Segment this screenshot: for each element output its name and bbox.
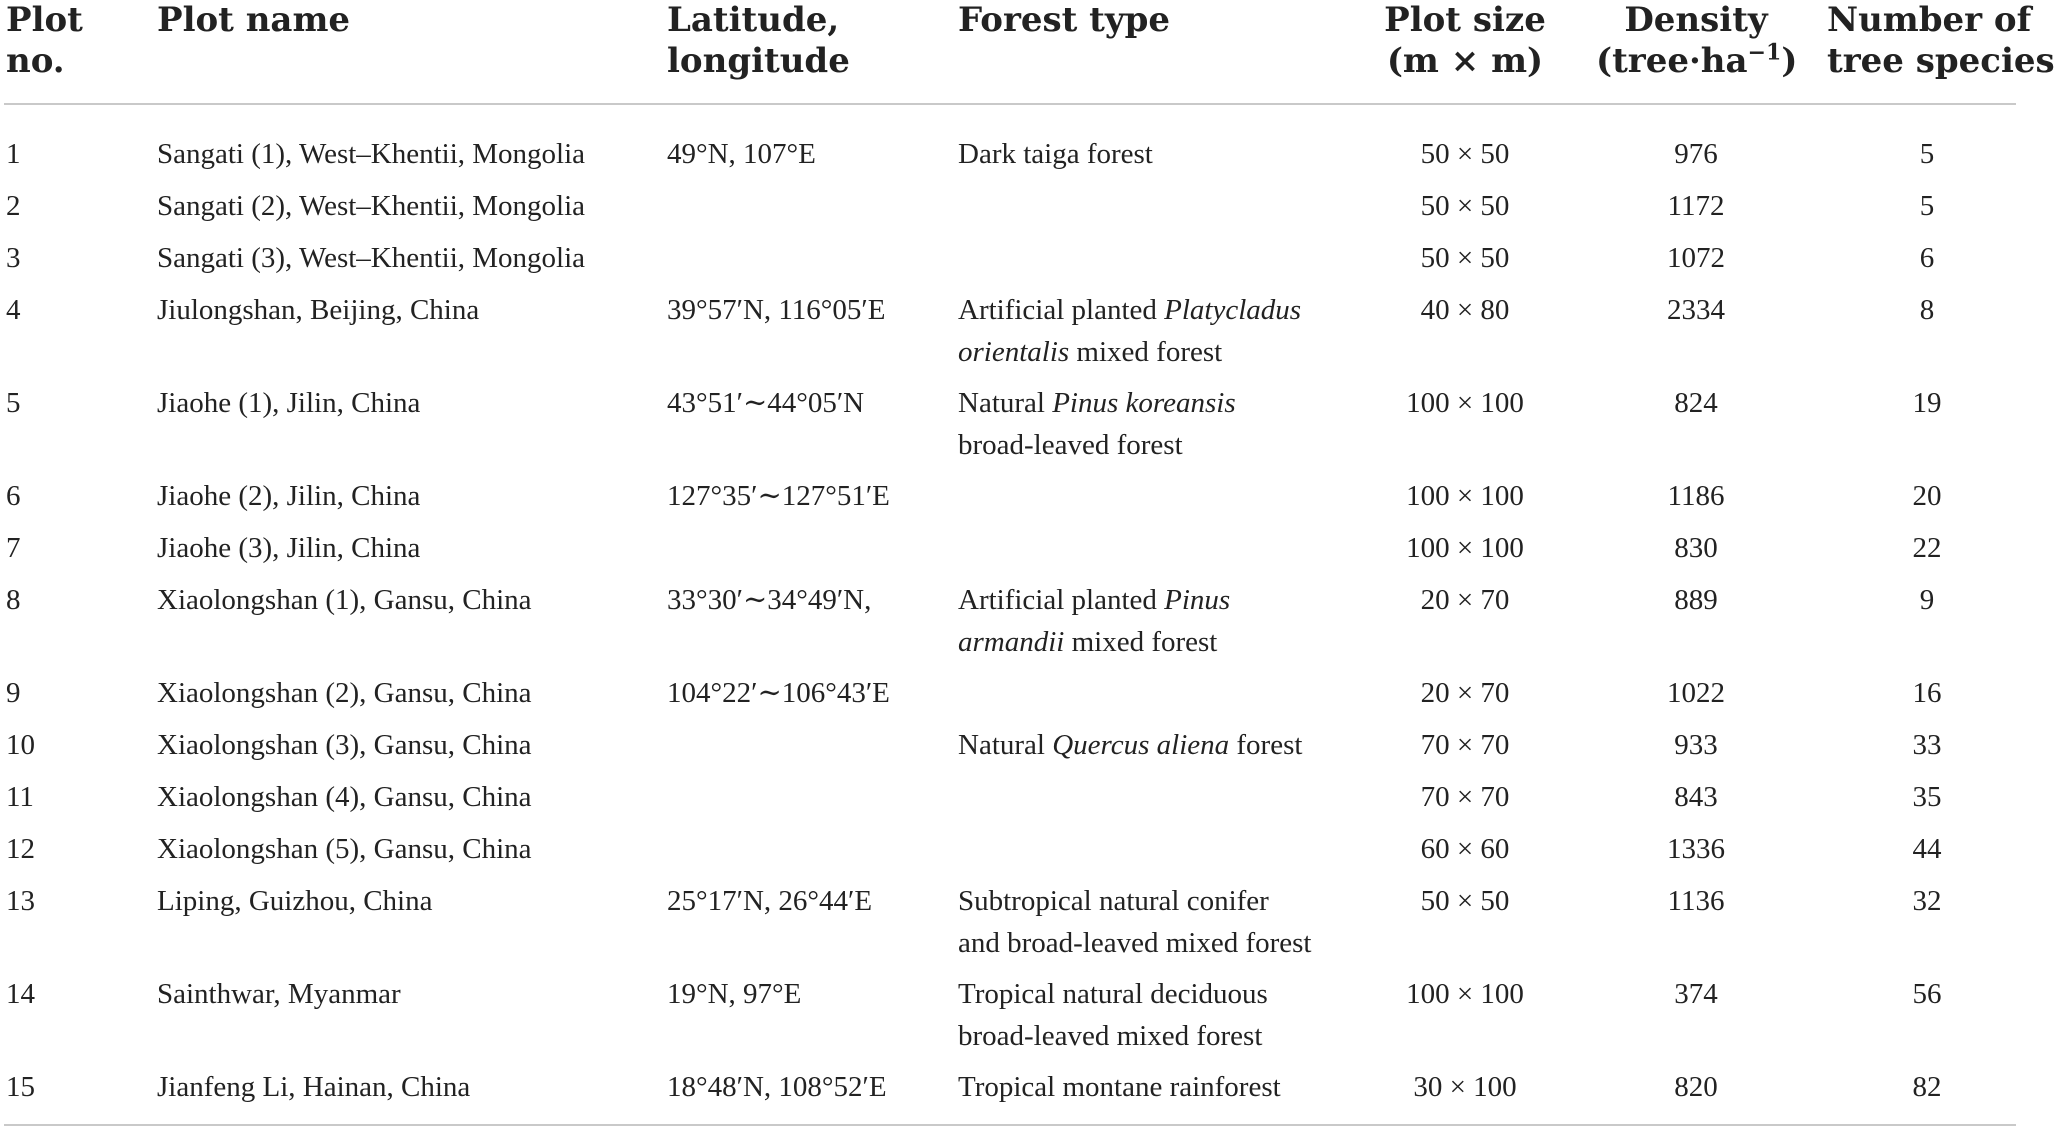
cell-tree-species: 32 (1912, 885, 1942, 917)
cell-line: 25°17′N, 26°44′E (667, 885, 873, 917)
cell-tree-species: 20 (1912, 480, 1942, 512)
text-run: Tropical natural deciduous (958, 978, 1268, 1010)
cell-plot-no: 4 (6, 294, 21, 326)
cell-forest-type (958, 724, 1302, 766)
cell-plot-name: Jiaohe (1), Jilin, China (157, 387, 421, 419)
italic-text-run: Platycladus (1164, 294, 1302, 326)
header-line: Forest type (958, 0, 1171, 40)
cell-plot-no: 10 (6, 729, 35, 761)
cell-forest-type (958, 289, 1301, 373)
cell-lat-long (667, 973, 801, 1015)
cell-plot-size: 60 × 60 (1420, 833, 1510, 865)
cell-plot-size: 100 × 100 (1406, 978, 1524, 1010)
cell-density: 1072 (1667, 242, 1725, 274)
text-run: Tropical montane rainforest (958, 1071, 1281, 1103)
density-unit-exponent: −1 (1747, 39, 1782, 66)
cell-plot-size: 20 × 70 (1420, 677, 1510, 709)
text-run: broad-leaved forest (958, 429, 1183, 461)
header-line: Plot size (1384, 0, 1546, 40)
cell-lat-long (667, 672, 890, 714)
cell-tree-species: 22 (1912, 532, 1942, 564)
cell-tree-species: 56 (1912, 978, 1942, 1010)
cell-plot-no: 1 (6, 138, 21, 170)
cell-plot-no: 3 (6, 242, 21, 274)
cell-plot-no: 11 (6, 781, 34, 813)
table-top-rule (4, 103, 2016, 105)
text-run: Dark taiga forest (958, 138, 1153, 170)
cell-density: 2334 (1667, 294, 1725, 326)
cell-plot-size: 30 × 100 (1413, 1071, 1517, 1103)
cell-lat-long (667, 579, 871, 621)
cell-line: 127°35′∼127°51′E (667, 480, 890, 512)
cell-line (958, 331, 1301, 373)
cell-forest-type (958, 579, 1230, 663)
text-run: and broad-leaved mixed forest (958, 927, 1312, 959)
cell-plot-no: 14 (6, 978, 35, 1010)
header-line: Latitude, (667, 0, 840, 40)
cell-line (958, 880, 1312, 922)
density-unit-base: (tree·ha (1596, 41, 1748, 81)
header-plot-no (6, 0, 83, 82)
cell-lat-long (667, 133, 816, 175)
cell-plot-no: 12 (6, 833, 35, 865)
cell-line: 104°22′∼106°43′E (667, 677, 890, 709)
text-run: mixed forest (1064, 626, 1218, 658)
italic-text-run: Pinus koreansis (1052, 387, 1236, 419)
cell-plot-name: Sainthwar, Myanmar (157, 978, 401, 1010)
header-plot-size (1370, 0, 1560, 82)
cell-tree-species: 35 (1912, 781, 1942, 813)
cell-plot-no: 8 (6, 584, 21, 616)
cell-line: 49°N, 107°E (667, 138, 816, 170)
cell-line: 18°48′N, 108°52′E (667, 1071, 887, 1103)
cell-plot-name: Xiaolongshan (4), Gansu, China (157, 781, 532, 813)
cell-tree-species: 5 (1919, 138, 1935, 170)
header-line-density-unit (1596, 41, 1796, 82)
cell-line (958, 424, 1236, 466)
cell-line (958, 382, 1236, 424)
cell-tree-species: 8 (1919, 294, 1935, 326)
cell-lat-long (667, 475, 890, 517)
cell-tree-species: 44 (1912, 833, 1942, 865)
cell-line (958, 1066, 1281, 1108)
cell-plot-no: 2 (6, 190, 21, 222)
text-run: broad-leaved mixed forest (958, 1020, 1263, 1052)
cell-line (958, 579, 1230, 621)
cell-density: 889 (1674, 584, 1718, 616)
cell-density: 1172 (1667, 190, 1725, 222)
header-plot-name (157, 0, 350, 41)
cell-line: 43°51′∼44°05′N (667, 387, 865, 419)
cell-density: 1336 (1667, 833, 1725, 865)
cell-plot-size: 70 × 70 (1420, 781, 1510, 813)
header-line: no. (6, 41, 65, 81)
cell-line: 33°30′∼34°49′N, (667, 584, 872, 616)
header-line: tree species (1827, 41, 2055, 81)
cell-forest-type (958, 1066, 1281, 1108)
cell-density: 374 (1674, 978, 1718, 1010)
cell-line: 19°N, 97°E (667, 978, 802, 1010)
cell-tree-species: 19 (1912, 387, 1942, 419)
text-run: Artificial planted (958, 584, 1165, 616)
cell-density: 1136 (1667, 885, 1725, 917)
cell-forest-type (958, 973, 1268, 1057)
cell-tree-species: 82 (1912, 1071, 1942, 1103)
cell-plot-no: 9 (6, 677, 21, 709)
cell-plot-name: Xiaolongshan (1), Gansu, China (157, 584, 532, 616)
cell-line (958, 1015, 1268, 1057)
header-number-of-tree-species (1827, 0, 2055, 82)
cell-density: 1186 (1667, 480, 1725, 512)
cell-plot-size: 50 × 50 (1420, 242, 1510, 274)
cell-tree-species: 6 (1919, 242, 1935, 274)
cell-lat-long (667, 382, 864, 424)
cell-line (958, 922, 1312, 964)
cell-plot-name: Jiaohe (3), Jilin, China (157, 532, 421, 564)
cell-line (958, 133, 1153, 175)
cell-density: 830 (1674, 532, 1718, 564)
cell-plot-size: 70 × 70 (1420, 729, 1510, 761)
cell-plot-size: 100 × 100 (1406, 532, 1524, 564)
cell-plot-name: Jianfeng Li, Hainan, China (157, 1071, 471, 1103)
header-line: Density (1624, 0, 1768, 40)
text-run: Natural (958, 729, 1053, 761)
cell-plot-name: Liping, Guizhou, China (157, 885, 433, 917)
cell-plot-no: 15 (6, 1071, 35, 1103)
cell-line (958, 621, 1230, 663)
cell-plot-name: Jiulongshan, Beijing, China (157, 294, 480, 326)
cell-density: 976 (1674, 138, 1718, 170)
cell-plot-name: Sangati (3), West–Khentii, Mongolia (157, 242, 586, 274)
cell-plot-size: 100 × 100 (1406, 480, 1524, 512)
header-line: Number of (1827, 0, 2032, 40)
cell-plot-size: 50 × 50 (1420, 190, 1510, 222)
italic-text-run: Pinus (1164, 584, 1231, 616)
cell-plot-no: 13 (6, 885, 35, 917)
cell-plot-size: 50 × 50 (1420, 885, 1510, 917)
cell-plot-size: 50 × 50 (1420, 138, 1510, 170)
density-unit-close: ) (1781, 41, 1798, 81)
header-latitude-longitude (667, 0, 850, 82)
cell-lat-long (667, 1066, 887, 1108)
cell-line (958, 724, 1302, 766)
cell-tree-species: 33 (1912, 729, 1942, 761)
header-forest-type (958, 0, 1170, 41)
italic-text-run: Quercus aliena (1052, 729, 1230, 761)
cell-density: 824 (1674, 387, 1718, 419)
cell-line: 39°57′N, 116°05′E (667, 294, 886, 326)
cell-tree-species: 16 (1912, 677, 1942, 709)
cell-lat-long (667, 880, 872, 922)
cell-plot-size: 40 × 80 (1420, 294, 1510, 326)
cell-plot-no: 7 (6, 532, 21, 564)
cell-density: 843 (1674, 781, 1718, 813)
text-run: mixed forest (1069, 336, 1223, 368)
cell-plot-name: Xiaolongshan (2), Gansu, China (157, 677, 532, 709)
cell-plot-size: 20 × 70 (1420, 584, 1510, 616)
cell-density: 1022 (1667, 677, 1725, 709)
cell-forest-type (958, 382, 1236, 466)
header-line: (m × m) (1386, 41, 1544, 81)
cell-plot-size: 100 × 100 (1406, 387, 1524, 419)
italic-text-run: armandii (958, 626, 1065, 658)
cell-density: 820 (1674, 1071, 1718, 1103)
header-line: longitude (667, 41, 850, 81)
cell-plot-name: Sangati (1), West–Khentii, Mongolia (157, 138, 586, 170)
table-bottom-rule (4, 1124, 2016, 1126)
cell-tree-species: 5 (1919, 190, 1935, 222)
cell-plot-no: 6 (6, 480, 21, 512)
text-run: Artificial planted (958, 294, 1165, 326)
cell-plot-name: Sangati (2), West–Khentii, Mongolia (157, 190, 586, 222)
cell-tree-species: 9 (1919, 584, 1935, 616)
cell-lat-long (667, 289, 885, 331)
cell-plot-name: Xiaolongshan (5), Gansu, China (157, 833, 532, 865)
cell-line (958, 289, 1301, 331)
header-line: Plot (6, 0, 83, 40)
cell-line (958, 973, 1268, 1015)
header-line: Plot name (157, 0, 351, 40)
text-run: forest (1229, 729, 1303, 761)
cell-forest-type (958, 880, 1312, 964)
header-density (1596, 0, 1796, 82)
cell-plot-no: 5 (6, 387, 21, 419)
text-run: Subtropical natural conifer (958, 885, 1269, 917)
cell-density: 933 (1674, 729, 1718, 761)
cell-plot-name: Jiaohe (2), Jilin, China (157, 480, 421, 512)
text-run: Natural (958, 387, 1053, 419)
italic-text-run: orientalis (958, 336, 1070, 368)
cell-plot-name: Xiaolongshan (3), Gansu, China (157, 729, 532, 761)
cell-forest-type (958, 133, 1153, 175)
